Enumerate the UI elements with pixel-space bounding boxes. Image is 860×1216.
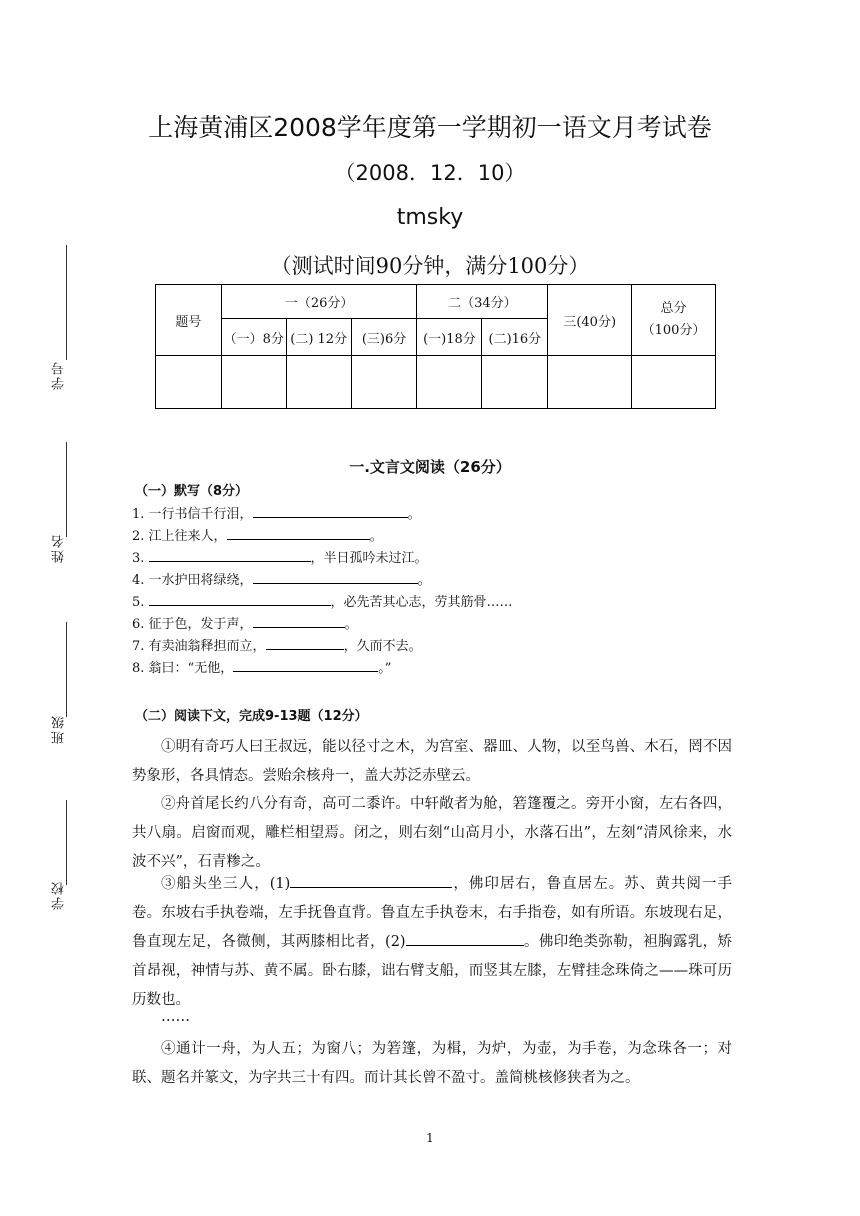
item-suffix: 。	[369, 529, 383, 544]
item-suffix: ，久而不去。	[343, 639, 422, 654]
fill-item	[132, 525, 383, 544]
answer-blank[interactable]	[227, 527, 370, 540]
sub3-header: (三)6分	[351, 319, 417, 356]
passage-text: ③船头坐三人，(1)	[161, 876, 291, 892]
item-number: 6.	[132, 617, 145, 632]
item-suffix: ，半日孤吟未过江。	[310, 551, 428, 566]
fill-item	[132, 635, 422, 654]
fill-item	[132, 569, 431, 588]
score-cell[interactable]	[351, 356, 417, 409]
fill-item	[132, 591, 513, 610]
score-cell[interactable]	[156, 356, 222, 409]
item-label: 题号	[156, 285, 222, 356]
score-cell[interactable]	[417, 356, 482, 409]
item-prefix: 江上往来人，	[148, 529, 227, 544]
sub2-header: (二) 12分	[286, 319, 351, 356]
exam-date: （2008．12．10）	[334, 161, 526, 185]
score-cell[interactable]	[221, 356, 286, 409]
item-number: 2.	[132, 529, 145, 544]
passage-text: 。佛印绝类弥勒，袒胸露乳，矫首昂视，神情与苏、黄不属。卧右膝，诎右臂支船，而竖其左膝，左臂挂念珠倚之——珠可历历数也。	[132, 934, 732, 1008]
item-number: 8.	[132, 661, 145, 676]
passage-text: ，佛印居右，鲁直居左。苏、黄共阅一手卷。东坡右手执卷端，左手抚鲁直背。鲁直左手执卷末，右手指卷，如有所语。东坡现右足，鲁直现左足，各微侧，其两膝相比者，(2)	[132, 876, 732, 950]
item-prefix: 一行书信千行泪，	[148, 507, 253, 522]
answer-blank[interactable]	[406, 929, 524, 946]
exam-title: 上海黄浦区2008学年度第一学期初一语文月考试卷	[148, 113, 712, 142]
part2-title: （二）阅读下文，完成9-13题（12分）	[135, 709, 368, 724]
passage-paragraph: ②舟首尾长约八分有奇，高可二黍许。中轩敞者为舱，箬篷覆之。旁开小窗，左右各四，共八扇。启窗而观，雕栏相望焉。闭之，则右刻“山高月小，水落石出”，左刻“清风徐来，水波不兴”，石青糁之。	[132, 796, 732, 870]
fill-item	[132, 547, 428, 566]
answer-blank[interactable]	[149, 593, 331, 606]
school-line	[66, 800, 67, 885]
score-cell[interactable]	[548, 356, 632, 409]
section-title: 一.文言文阅读（26分）	[349, 458, 511, 476]
exam-subtitle: （测试时间90分钟，满分100分）	[270, 254, 590, 278]
item-suffix: 。	[344, 617, 358, 632]
item-prefix: 有卖油翁释担而立，	[148, 639, 266, 654]
answer-blank[interactable]	[253, 571, 418, 584]
page-number: 1	[426, 1131, 434, 1145]
total-sub-label: （100分）	[641, 323, 706, 338]
answer-blank[interactable]	[290, 871, 452, 888]
score-cell[interactable]	[482, 356, 548, 409]
school-label: 学校	[52, 880, 67, 910]
passage-paragraph	[132, 870, 732, 1015]
author: tmsky	[396, 205, 464, 230]
answer-blank[interactable]	[266, 637, 344, 650]
sub1-header: （一）8分	[221, 319, 286, 356]
passage-ellipsis: ……	[161, 1009, 190, 1025]
score-table	[155, 284, 716, 409]
item-number: 4.	[132, 573, 145, 588]
item-prefix: 翁曰：“无他，	[148, 661, 234, 676]
total-label: 总分	[660, 301, 687, 316]
part3-header: 三(40分)	[548, 285, 632, 356]
item-suffix: 。”	[378, 661, 392, 676]
item-number: 1.	[132, 507, 145, 522]
part2-header: 二（34分）	[417, 285, 548, 319]
fill-item	[132, 613, 358, 632]
item-suffix: 。	[417, 573, 431, 588]
sub5-header: (二)16分	[482, 319, 548, 356]
student-id-line	[66, 245, 67, 360]
score-cell[interactable]	[632, 356, 716, 409]
item-prefix: 征于色，发于声，	[148, 617, 253, 632]
passage-paragraph: ①明有奇巧人曰王叔远，能以径寸之木，为宫室、器皿、人物，以至鸟兽、木石，罔不因势象形，各具情态。尝贻余核舟一，盖大苏泛赤壁云。	[132, 739, 732, 784]
class-label: 班级	[52, 714, 67, 744]
answer-blank[interactable]	[149, 549, 311, 562]
total-header	[632, 285, 716, 356]
score-cell[interactable]	[286, 356, 351, 409]
item-suffix: ，必先苦其心志，劳其筋骨……	[330, 595, 513, 610]
passage-paragraph: ④通计一舟，为人五；为窗八；为箬篷，为楫，为炉，为壶，为手卷，为念珠各一；对联、题名并篆文，为字共三十有四。而计其长曾不盈寸。盖简桃核修狭者为之。	[132, 1041, 732, 1086]
item-prefix: 一水护田将绿绕，	[148, 573, 253, 588]
item-number: 5.	[132, 595, 145, 610]
name-label: 姓名	[52, 533, 67, 563]
part1-title: （一）默写（8分）	[135, 484, 249, 499]
part1-header: 一（26分）	[221, 285, 417, 319]
item-number: 3.	[132, 551, 145, 566]
item-number: 7.	[132, 639, 145, 654]
student-id-label: 学号	[52, 360, 67, 390]
answer-blank[interactable]	[253, 505, 408, 518]
answer-blank[interactable]	[253, 615, 345, 628]
fill-item	[132, 657, 391, 676]
class-line	[66, 622, 67, 717]
item-suffix: 。	[407, 507, 421, 522]
fill-item	[132, 503, 421, 522]
sub4-header: (一)18分	[417, 319, 482, 356]
answer-blank[interactable]	[233, 659, 378, 672]
